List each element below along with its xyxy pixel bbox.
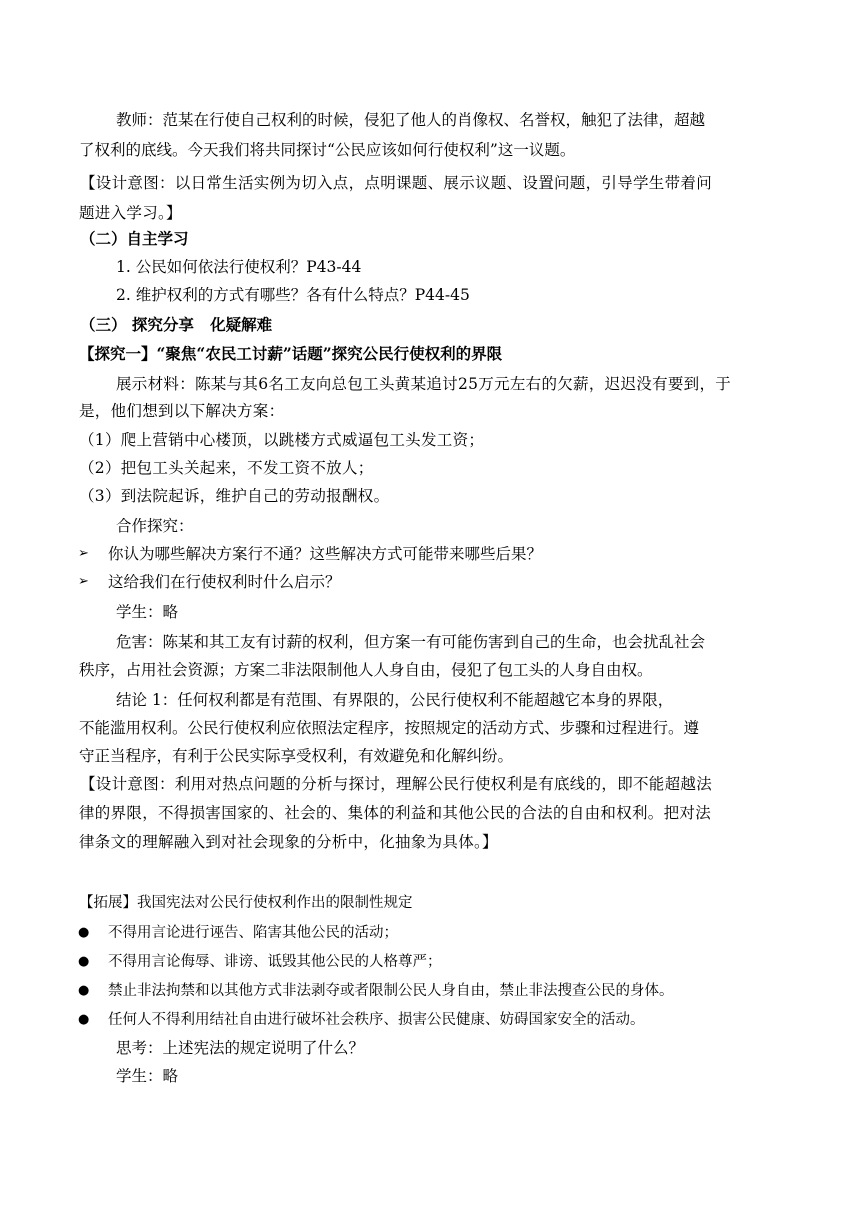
design-intent-1-line-1: 【设计意图：以日常生活实例为切入点，点明课题、展示议题、设置问题，引导学生带着问 [80, 174, 713, 192]
round-bullet-icon: ● [78, 983, 90, 998]
design-intent-2-line-1: 【设计意图：利用对热点问题的分析与探讨，理解公民行使权利是有底线的，即不能超越法 [80, 775, 713, 793]
round-bullet-icon: ● [78, 1012, 90, 1027]
solution-1: （1）爬上营销中心楼顶，以跳楼方式威逼包工头发工资； [79, 431, 485, 449]
conclusion-line-2: 不能滥用权利。公民行使权利应依照法定程序，按照规定的活动方式、步骤和过程进行。遵 [79, 719, 700, 737]
solution-2: （2）把包工头关起来，不发工资不放人； [79, 459, 374, 477]
explore-1-heading: 【探究一】“聚焦“农民工讨薪”话题”探究公民行使权利的界限 [79, 344, 503, 363]
round-bullet-icon: ● [78, 925, 90, 940]
design-intent-2-line-3: 律条文的理解融入到对社会现象的分析中，化抽象为具体。】 [79, 833, 498, 851]
harm-line-2: 秩序，占用社会资源；方案二非法限制他人人身自由，侵犯了包工头的人身自由权。 [79, 661, 653, 679]
cooperation-label: 合作探究： [116, 517, 194, 535]
solution-3: （3）到法院起诉，维护自己的劳动报酬权。 [79, 487, 390, 505]
teacher-paragraph-line-1: 教师：范某在行使自己权利的时候，侵犯了他人的肖像权、名誉权，触犯了法律，超越 [116, 111, 706, 129]
question-2: 这给我们在行使权利时什么启示？ [108, 573, 341, 591]
conclusion-line-3: 守正当程序，有利于公民实际享受权利，有效避免和化解纠纷。 [79, 747, 514, 765]
teacher-paragraph-line-2: 了权利的底线。今天我们将共同探讨“公民应该如何行使权利”这一议题。 [79, 141, 576, 159]
thinking-question: 思考：上述宪法的规定说明了什么？ [116, 1039, 365, 1057]
section-heading-self-study: （二）自主学习 [80, 229, 189, 248]
extension-item-4: 任何人不得利用结社自由进行破坏社会秩序、损害公民健康、妨碍国家安全的活动。 [108, 1012, 645, 1028]
design-intent-1-line-2: 题进入学习。】 [79, 204, 182, 222]
extension-item-1: 不得用言论进行诬告、陷害其他公民的活动； [108, 925, 398, 941]
extension-item-2: 不得用言论侮辱、诽谤、诋毁其他公民的人格尊严； [108, 954, 442, 970]
arrow-bullet-icon: ➢ [78, 546, 89, 561]
student-answer-1: 学生：略 [116, 603, 179, 621]
round-bullet-icon: ● [78, 954, 90, 969]
arrow-bullet-icon: ➢ [78, 574, 89, 589]
material-line-2: 是，他们想到以下解决方案： [79, 402, 285, 420]
harm-line-1: 危害：陈某和其工友有讨薪的权利，但方案一有可能伤害到自己的生命，也会扰乱社会 [116, 633, 706, 651]
conclusion-line-1: 结论 1：任何权利都是有范围、有界限的，公民行使权利不能超越它本身的界限， [116, 691, 674, 709]
extension-heading: 【拓展】我国宪法对公民行使权利作出的限制性规定 [79, 895, 413, 911]
student-answer-2: 学生：略 [116, 1067, 179, 1085]
self-study-item-1: 1. 公民如何依法行使权利？P43-44 [116, 258, 362, 276]
question-1: 你认为哪些解决方案行不通？这些解决方式可能带来哪些后果？ [108, 545, 543, 563]
material-line-1: 展示材料：陈某与其6名工友向总包工头黄某追讨25万元左右的欠薪，迟迟没有要到，于 [116, 375, 732, 393]
section-heading-explore: （三） 探究分享 化疑解难 [80, 315, 273, 334]
design-intent-2-line-2: 律的界限，不得损害国家的、社会的、集体的利益和其他公民的合法的自由和权利。把对法 [79, 804, 712, 822]
extension-item-3: 禁止非法拘禁和以其他方式非法剥夺或者限制公民人身自由，禁止非法搜查公民的身体。 [108, 983, 674, 999]
self-study-item-2: 2. 维护权利的方式有哪些？各有什么特点？P44-45 [116, 286, 470, 304]
